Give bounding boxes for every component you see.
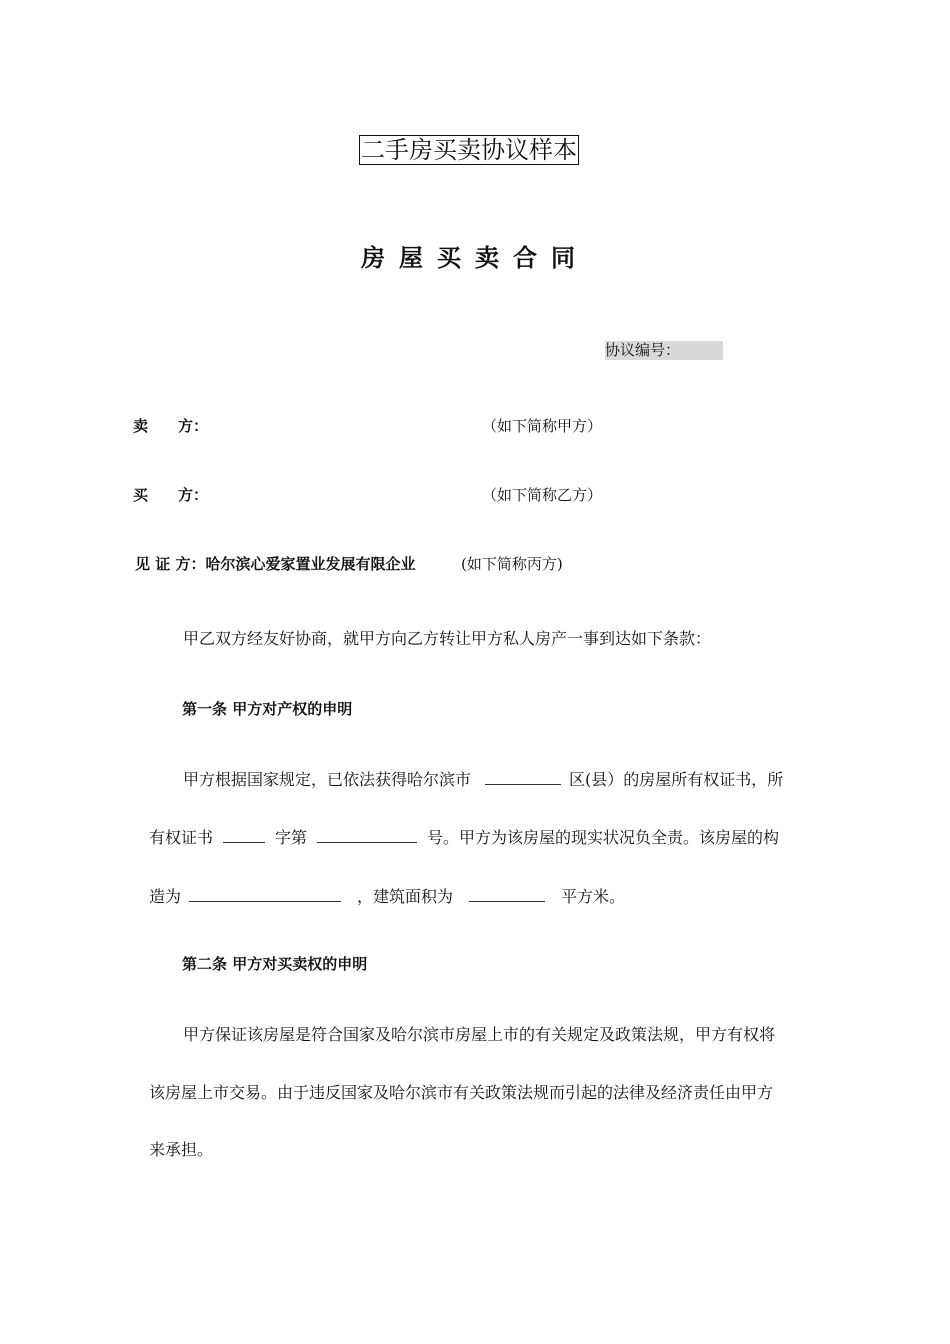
contract-title: 房屋买卖合同 (361, 244, 589, 272)
clause-1-line-2: 有权证书 字第 号。甲方为该房屋的现实状况负全责。该房屋的构 (149, 828, 780, 847)
clause-2-line-3: 来承担。 (149, 1140, 214, 1159)
clause-2-line-1: 甲方保证该房屋是符合国家及哈尔滨市房屋上市的有关规定及政策法规，甲方有权将 (183, 1025, 776, 1044)
area-blank (469, 887, 545, 902)
witness-label: 见 证 方：哈尔滨心爱家置业发展有限企业 (135, 555, 416, 573)
district-blank (485, 770, 561, 785)
buyer-label: 买 方： (133, 486, 209, 504)
document-title: 二手房买卖协议样本 (361, 136, 577, 164)
witness-note: (如下简称丙方) (461, 555, 563, 573)
certificate-word-blank (223, 828, 265, 843)
clause-1-line-3: 造为 ，建筑面积为 平方米。 (149, 887, 626, 906)
structure-blank (189, 887, 341, 902)
clause-1-line-1: 甲方根据国家规定，已依法获得哈尔滨市 区(县）的房屋所有权证书，所 (183, 770, 784, 789)
seller-note: （如下简称甲方） (482, 417, 603, 435)
clause-2-heading: 第二条 甲方对买卖权的申明 (182, 955, 368, 973)
agreement-number-field (605, 341, 723, 360)
clause-1-heading: 第一条 甲方对产权的申明 (182, 700, 353, 718)
clause-2-line-2: 该房屋上市交易。由于违反国家及哈尔滨市有关政策法规而引起的法律及经济责任由甲方 (149, 1083, 774, 1102)
certificate-number-blank (317, 828, 417, 843)
buyer-note: （如下简称乙方） (482, 486, 603, 504)
agreement-number-label: 协议编号： (605, 341, 681, 359)
seller-label: 卖 方： (133, 417, 209, 435)
intro-paragraph: 甲乙双方经友好协商，就甲方向乙方转让甲方私人房产一事到达如下条款： (183, 629, 712, 648)
